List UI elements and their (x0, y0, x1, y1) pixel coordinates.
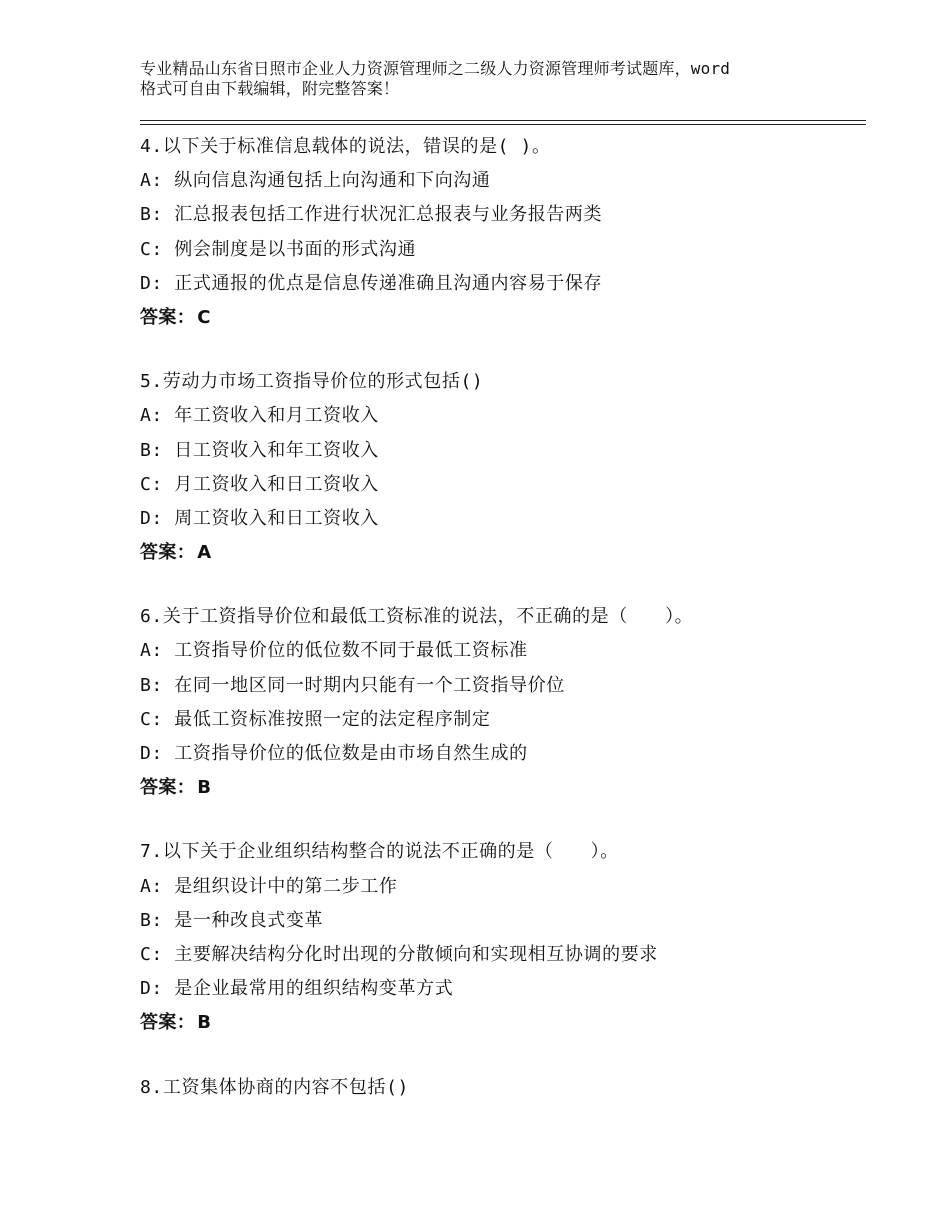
option-c: C: 最低工资标准按照一定的法定程序制定 (140, 708, 491, 730)
answer-line (140, 301, 860, 335)
header-divider-thin (140, 120, 866, 121)
question-8 (140, 1071, 860, 1105)
header-line-2: 格式可自由下载编辑，附完整答案！ (140, 79, 400, 98)
option-b: B: 在同一地区同一时期内只能有一个工资指导价位 (140, 674, 565, 696)
question-5 (140, 365, 860, 570)
answer-value: B (197, 1012, 212, 1034)
question-stem: 5.劳动力市场工资指导价位的形式包括() (140, 371, 484, 393)
header-line-1: 专业精品山东省日照市企业人力资源管理师之二级人力资源管理师考试题库，word (140, 59, 731, 78)
option-a: A: 是组织设计中的第二步工作 (140, 875, 398, 897)
option-b: B: 日工资收入和年工资收入 (140, 439, 379, 461)
answer-label: 答案： (140, 306, 196, 328)
question-stem: 6.关于工资指导价位和最低工资标准的说法，不正确的是（ ）。 (140, 606, 694, 628)
option-b: B: 是一种改良式变革 (140, 909, 324, 931)
question-stem: 4.以下关于标准信息载体的说法，错误的是( )。 (140, 136, 551, 157)
answer-line (140, 536, 860, 570)
answer-line (140, 1006, 860, 1040)
question-list (140, 130, 860, 1135)
answer-label: 答案： (140, 542, 196, 564)
option-b: B: 汇总报表包括工作进行状况汇总报表与业务报告两类 (140, 204, 603, 226)
question-4 (140, 130, 860, 335)
answer-label: 答案： (140, 777, 196, 799)
answer-value: B (197, 777, 212, 799)
answer-value: C (197, 306, 211, 328)
option-a: A: 工资指导价位的低位数不同于最低工资标准 (140, 640, 528, 662)
option-d: D: 正式通报的优点是信息传递准确且沟通内容易于保存 (140, 272, 603, 294)
option-a: A: 年工资收入和月工资收入 (140, 405, 379, 427)
answer-label: 答案： (140, 1012, 196, 1034)
answer-line (140, 771, 860, 805)
answer-value: A (197, 542, 212, 564)
question-6 (140, 600, 860, 805)
question-stem: 7.以下关于企业组织结构整合的说法不正确的是（ ）。 (140, 841, 619, 863)
question-stem: 8.工资集体协商的内容不包括() (140, 1076, 409, 1098)
option-d: D: 周工资收入和日工资收入 (140, 507, 379, 529)
option-c: C: 月工资收入和日工资收入 (140, 473, 379, 495)
option-c: C: 例会制度是以书面的形式沟通 (140, 238, 417, 260)
header-divider-thick (140, 124, 866, 125)
option-d: D: 是企业最常用的组织结构变革方式 (140, 978, 454, 1000)
question-7 (140, 835, 860, 1040)
option-c: C: 主要解决结构分化时出现的分散倾向和实现相互协调的要求 (140, 943, 658, 965)
option-d: D: 工资指导价位的低位数是由市场自然生成的 (140, 743, 528, 764)
option-a: A: 纵向信息沟通包括上向沟通和下向沟通 (140, 170, 491, 192)
document-header (140, 59, 830, 99)
